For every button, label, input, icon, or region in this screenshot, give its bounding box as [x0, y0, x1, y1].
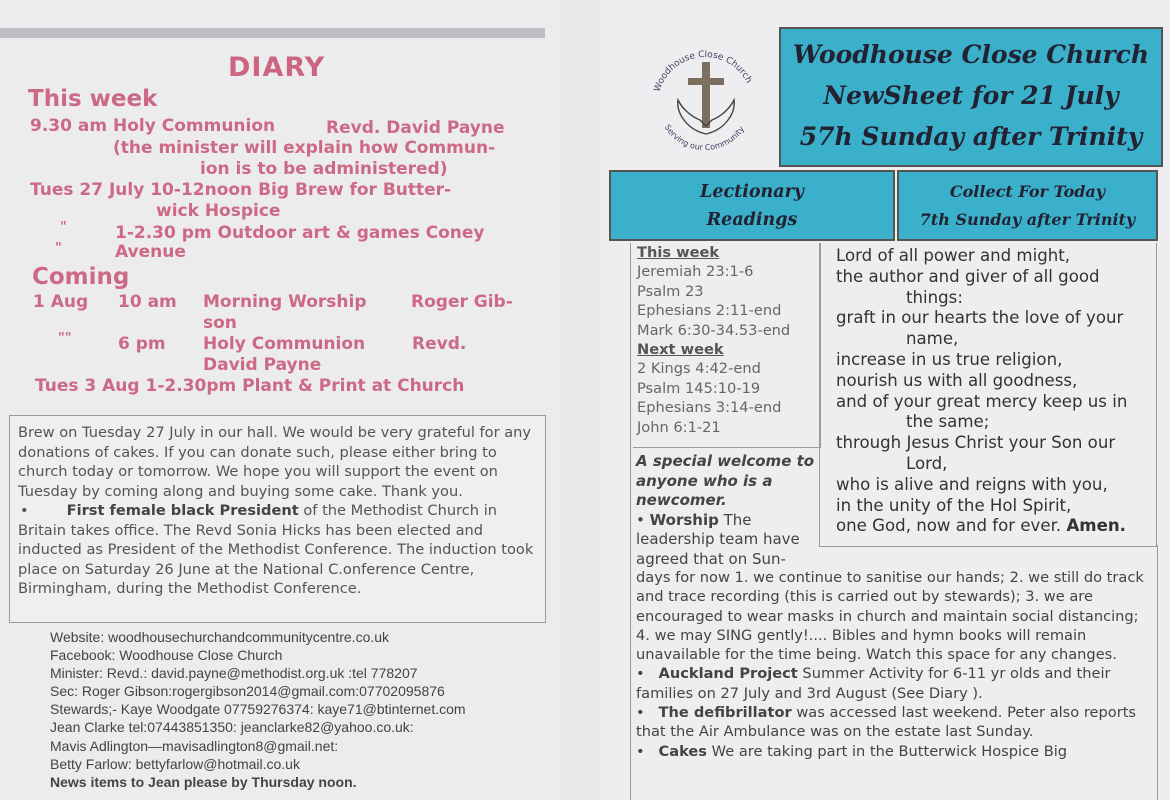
reading: Mark 6:30-34.53-end	[637, 321, 791, 339]
tw-who: Revd. David Payne	[326, 118, 505, 138]
tw-line6: 1-2.30 pm Outdoor art & games Coney	[115, 223, 485, 243]
worship-intro	[636, 511, 816, 570]
prayer-line: who is alive and reigns with you,	[836, 474, 1108, 494]
lectionary-header	[609, 170, 895, 241]
notices-continued	[636, 568, 1156, 761]
prayer-line: nourish us with all goodness,	[836, 370, 1078, 390]
c-line4: David Payne	[203, 355, 322, 375]
column-rule	[630, 243, 631, 800]
logo-bottom-text: Serving our Community	[662, 122, 747, 153]
c-event2: Holy Communion	[203, 334, 366, 354]
collect-line-1: Collect For Today	[949, 182, 1106, 201]
auckland-text: Summer Activity for 6-11 yr olds and their families on 27 July and 3rd August (See Diary ).	[636, 665, 1111, 702]
notice-box	[9, 415, 546, 623]
contact-line: Sec: Roger Gibson:rogergibson2014@gmail.com:07702095876	[50, 683, 445, 700]
readings-this-week: This week	[637, 244, 720, 261]
c-who: Roger Gib-	[411, 292, 513, 312]
logo-top-text: Woodhouse Close Church	[652, 49, 754, 94]
notice-p1: Brew on Tuesday 27 July in our hall. We would be very grateful for any donations of cakes. If you can donate such, please either bring to church today or tomorrow. We hope you will support the event on Tuesday by coming along and buying some cake. Thank you.	[18, 424, 532, 500]
reading: Jeremiah 23:1-6	[637, 263, 754, 281]
contacts	[50, 628, 466, 791]
prayer-line: things:	[906, 287, 963, 307]
auckland-label: Auckland Project	[658, 665, 798, 683]
contact-line: Facebook: Woodhouse Close Church	[50, 647, 283, 664]
prayer-line-last	[836, 516, 1156, 537]
coming-heading: Coming	[32, 264, 130, 290]
bullet: •	[636, 704, 645, 722]
tw-event: Holy Communion	[113, 116, 276, 136]
tw-line4: Tues 27 July 10-12noon Big Brew for Butter-	[30, 180, 452, 200]
welcome-text: A special welcome to anyone who is a newcomer.	[636, 452, 815, 510]
contact-line: Betty Farlow: bettyfarlow@hotmail.co.uk	[50, 755, 300, 772]
banner-line-2: NewSheet for 21 July	[823, 81, 1119, 110]
worship-label: Worship	[649, 510, 719, 529]
cakes-item	[636, 742, 1156, 761]
readings-next-week: Next week	[637, 341, 724, 359]
prayer-line: through Jesus Christ your Son our	[836, 433, 1116, 453]
reading: 2 Kings 4:42-end	[637, 360, 761, 378]
tw-ditto1: "	[60, 220, 67, 235]
prayer-line: the author and giver of all good	[836, 266, 1100, 286]
welcome-block	[636, 452, 816, 570]
tw-line7: Avenue	[115, 242, 186, 262]
c-date: 1 Aug	[33, 292, 89, 312]
president-text: of the Methodist Church in Britain takes office. The Revd Sonia Hicks has been elected and inducted as President of the Methodist Conference. The induction took place on Saturday 26 June at the National C.onference Centre, Birmingham, during the Methodist Conference.	[18, 502, 534, 597]
reading: Psalm 23	[637, 282, 704, 300]
c-ditto: ""	[58, 331, 72, 346]
prayer-line: increase in us true religion,	[836, 349, 1063, 369]
top-rule	[0, 28, 545, 38]
prayer-final: one God, now and for ever.	[836, 516, 1062, 536]
readings-list	[633, 243, 821, 448]
amen: Amen.	[1066, 516, 1126, 536]
title-banner	[779, 27, 1163, 167]
notice-p2	[18, 501, 537, 599]
prayer-line: Lord of all power and might,	[836, 246, 1071, 265]
contact-line: Jean Clarke tel:07443851350: jeanclarke82@yahoo.co.uk:	[50, 719, 414, 736]
this-week-heading: This week	[28, 86, 158, 112]
cakes-label: Cakes	[658, 742, 707, 760]
bullet: •	[20, 502, 29, 519]
c-time: 10 am	[118, 292, 177, 312]
tw-time: 9.30 am	[30, 116, 108, 136]
tw-line2: (the minister will explain how Commun-	[113, 138, 496, 158]
tw-line5: wick Hospice	[156, 201, 281, 221]
reading: Ephesians 3:14-end	[637, 399, 782, 417]
defib-text: was accessed last weekend. Peter also reports that the Air Ambulance was on the estate last Sunday.	[636, 704, 1137, 741]
banner-line-1: Woodhouse Close Church	[792, 40, 1150, 69]
reading: John 6:1-21	[637, 418, 721, 436]
defib-label: The defibrillator	[658, 704, 792, 722]
prayer-line: Lord,	[906, 453, 948, 473]
column-rule-right	[1157, 545, 1158, 800]
reading: Psalm 145:10-19	[637, 379, 761, 397]
cross-icon	[702, 62, 710, 128]
contact-line: Stewards;- Kaye Woodgate 07759276374: kaye71@btinternet.com	[50, 701, 466, 718]
prayer-line: name,	[906, 329, 959, 349]
prayer-line: and of your great mercy keep us in	[836, 391, 1128, 411]
c-event: Morning Worship	[203, 292, 367, 312]
c-who2: Revd.	[412, 334, 467, 354]
worship-rest: days for now 1. we continue to sanitise our hands; 2. we still do track and trace recording (this is carried out by stewards); 3. we are encouraged to wear masks in church and maintain social distancing; 4. we may SING gently!.... Bibles and hymn books will remain unavailable for the time being. Watch this space for any changes.	[636, 569, 1144, 664]
collect-prayer	[819, 243, 1157, 547]
c-line2: son	[203, 313, 237, 333]
collect-line-2: 7th Sunday after Trinity	[919, 210, 1136, 229]
cakes-text: We are taking part in the Butterwick Hospice Big	[707, 742, 1068, 760]
tw-line3: ion is to be administered)	[200, 159, 448, 179]
contact-line: Mavis Adlington—mavisadlington8@gmail.net:	[50, 737, 339, 754]
bullet: •	[636, 510, 645, 529]
worship-start: The leadership team have agreed that on Sun-	[636, 510, 800, 568]
news-deadline: News items to Jean please by Thursday noon.	[50, 773, 357, 790]
c-time2: 6 pm	[118, 334, 166, 354]
prayer-line: in the unity of the Hol Spirit,	[836, 495, 1072, 515]
church-logo	[640, 42, 770, 162]
diary-title: DIARY	[228, 52, 326, 83]
auckland-item	[636, 664, 1156, 703]
tw-ditto2: "	[55, 241, 62, 256]
defib-item	[636, 703, 1156, 742]
reading: Ephesians 2:11-end	[637, 302, 782, 320]
bullet: •	[636, 665, 645, 683]
president-bold: First female black President	[66, 502, 299, 519]
collect-header	[897, 170, 1158, 241]
contact-line: Website: woodhousechurchandcommunitycentre.co.uk	[50, 629, 390, 645]
bullet: •	[636, 742, 645, 760]
prayer-line: graft in our hearts the love of your	[836, 308, 1124, 328]
c-line5: Tues 3 Aug 1-2.30pm Plant & Print at Church	[35, 376, 465, 396]
contact-line: Minister: Revd.: david.payne@methodist.org.uk :tel 778207	[50, 665, 418, 682]
lectionary-line-2: Readings	[706, 210, 798, 230]
lectionary-line-1: Lectionary	[700, 182, 804, 202]
banner-line-3: 57h Sunday after Trinity	[799, 122, 1143, 151]
prayer-line: the same;	[906, 412, 990, 432]
